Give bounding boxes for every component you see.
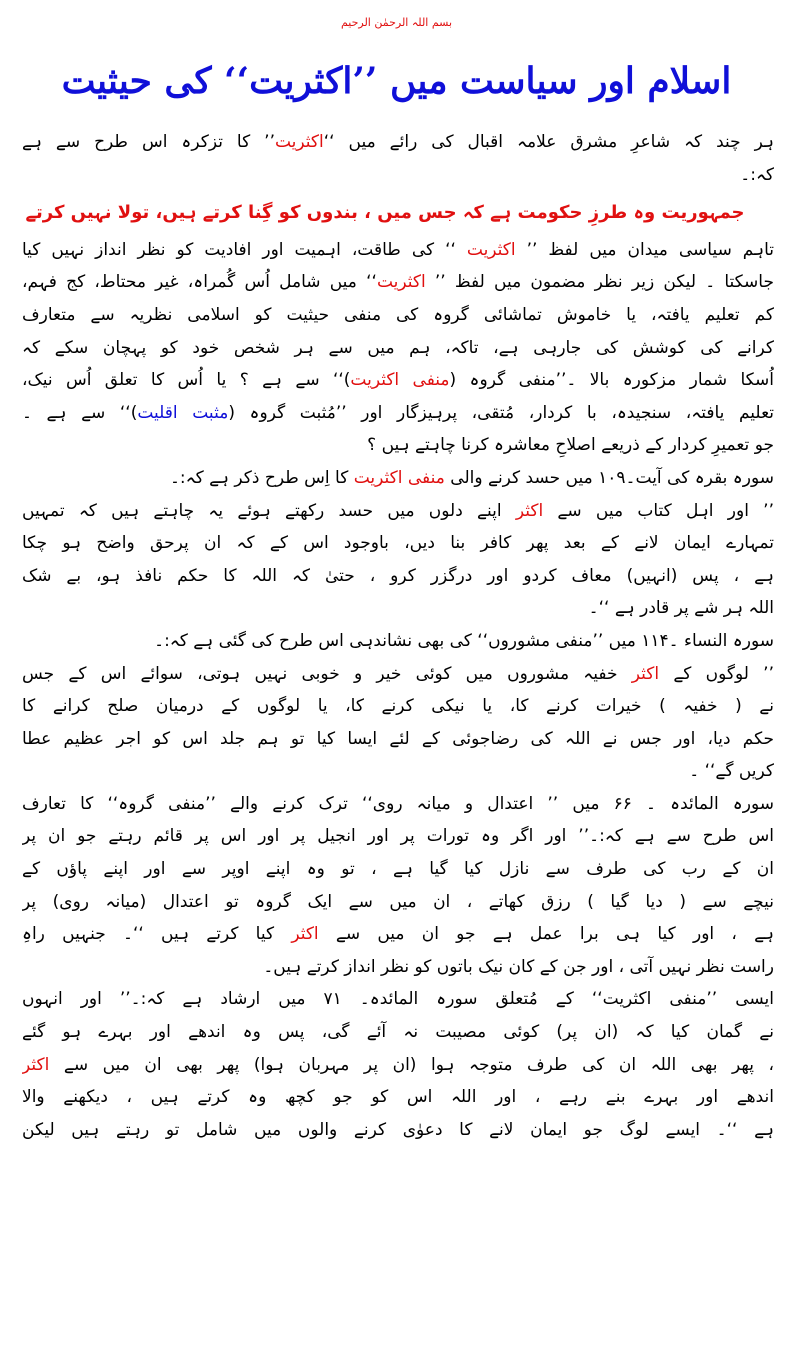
body-line: اُسکا شمار مزکورہ بالا ۔’’منفی گروہ (منفی اکثریت)‘‘ سے ہے ؟ یا اُس کا تعلق اُس نیک، xyxy=(22,370,774,391)
body-line: ہے ، اور کیا ہی برا عمل ہے جو ان میں سے اکثر کیا کرتے ہیں ‘‘۔ جنہیں راہِ xyxy=(22,924,774,945)
highlight-term: اکثر xyxy=(22,1054,50,1075)
body-line: نے ( خفیہ ) خیرات کرنے کا، یا نیکی کرنے کا، یا لوگوں کے درمیان صلح کرانے کا xyxy=(22,696,774,717)
body-line: اللہ ہر شے پر قادر ہے ‘‘۔ xyxy=(588,598,774,619)
body-line: اندھے اور بہرے بنے رہے ، اور اللہ اس کو جو کچھ وہ کرتے ہیں ، دیکھنے والا xyxy=(22,1087,774,1108)
body-line: کریں گے‘‘ ۔ xyxy=(689,761,774,782)
body-line: کرانے کی کوشش کی جارہی ہے، تاکہ، ہم میں سے ہر شخص خود کو پہچان سکے کہ xyxy=(22,337,774,358)
body-line: ’’ لوگوں کے اکثر خفیہ مشوروں میں کوئی خیر و خوبی نہیں ہوتی، سوائے اس کے جس xyxy=(22,663,774,684)
body-line: جو تعمیرِ کردار کے ذریعے اصلاحِ معاشرہ کرنا چاہتے ہیں ؟ xyxy=(367,435,774,456)
body-line: تاہم سیاسی میدان میں لفظ ’’ اکثریت ‘‘ کی طاقت، اہمیت اور افادیت کو نظر انداز نہیں کیا xyxy=(22,239,774,260)
body-line: سورہ النساء ۔۱۱۴ میں ’’منفی مشوروں‘‘ کی بھی نشاندہی اس طرح کی گئی ہے کہ:۔ xyxy=(154,630,774,651)
body-line: راست نظر نہیں آتی ، اور جن کے کان نیک باتوں کو نظر انداز کرتے ہیں۔ xyxy=(263,956,774,977)
iqbal-quote: جمہوریت وہ طرزِ حکومت ہے کہ جس میں ، بندوں کو گِنا کرتے ہیں، تولا نہیں کرتے xyxy=(25,202,745,224)
highlight-term: اکثر xyxy=(631,663,660,684)
highlight-term: اکثر xyxy=(515,500,544,521)
body-line: ان کے رب کی طرف سے نازل کیا گیا ہے ، تو وہ اپنے اوپر سے اور اپنے پاؤں کے xyxy=(22,859,774,880)
highlight-term: اکثر xyxy=(291,924,319,945)
body-line: سورہ بقرہ کی آیت۔۱۰۹ میں حسد کرنے والی منفی اکثریت کا اِس طرح ذکر ہے کہ:۔ xyxy=(169,467,774,488)
highlight-term: منفی اکثریت xyxy=(350,370,450,391)
highlight-term: اکثریت xyxy=(466,239,516,260)
body-line: حکم دیا، اور جس نے اللہ کی رضاجوئی کے لئے ایسا کیا تو ہم جلد اس کو اجر عظیم عطا xyxy=(22,728,774,749)
highlight-term: اکثریت xyxy=(274,132,324,152)
article-body xyxy=(22,126,774,1146)
bismillah-heading: بسم اللہ الرحمٰن الرحیم xyxy=(340,16,453,29)
body-line: تعلیم یافتہ، سنجیدہ، با کردار، مُتقی، پرہیزگار اور ’’مُثبت گروہ (مثبت اقلیت)‘‘ سے ہے ۔ xyxy=(22,402,774,423)
highlight-term: منفی اکثریت xyxy=(353,467,445,488)
body-line: ہے ‘‘۔ ایسے لوگ جو ایمان لانے کا دعوٰی کرنے والوں میں شامل تو رہتے ہیں لیکن xyxy=(22,1119,774,1140)
highlight-term-blue: مثبت اقلیت xyxy=(137,402,229,423)
body-line: ، پھر بھی اللہ ان کی طرف متوجہ ہوا (ان پر مہربان ہوا) پھر بھی ان میں سے اکثر xyxy=(22,1054,774,1075)
body-line: ’’ اور اہل کتاب میں سے اکثر اپنے دلوں میں حسد رکھتے ہوئے یہ چاہتے ہیں کہ تمہیں xyxy=(22,500,774,521)
page-title: اسلام اور سیاست میں ’’اکثریت‘‘ کی حیثیت xyxy=(61,60,732,102)
body-line: نے گمان کیا کہ (ان پر) کوئی مصیبت نہ آئے گی، پس وہ اندھے اور بہرے ہو گئے xyxy=(22,1022,774,1043)
body-line: جاسکتا ۔ لیکن زیر نظر مضمون میں لفظ ’’ اکثریت‘‘ میں شامل اُس گُمراہ، غیر محتاط، کج فہم، xyxy=(22,272,774,293)
body-line: کہ:۔ xyxy=(740,164,774,185)
body-line: ایسی ’’منفی اکثریت‘‘ کے مُتعلق سورہ المائدہ۔ ۷۱ میں ارشاد ہے کہ:۔’’ اور انہوں xyxy=(22,989,774,1010)
body-line: نیچے سے ( دیا گیا ) رزق کھاتے ، ان میں سے ایک گروہ تو اعتدال (میانہ روی) پر xyxy=(22,891,774,912)
body-line: ہے ، پس (انہیں) معاف کردو اور درگزر کرو ، حتیٰ کہ اللہ کا حکم نافذ ہو، بے شک xyxy=(22,565,774,586)
body-line: سورہ المائدہ ۔ ۶۶ میں ’’ اعتدال و میانہ روی‘‘ ترک کرنے والے ’’منفی گروہ‘‘ کا تعارف xyxy=(22,793,774,814)
highlight-term: اکثریت xyxy=(376,272,426,293)
body-line: تمہارے ایمان لانے کے بعد پھر کافر بنا دیں، باوجود اس کے کہ ان پرحق واضح ہو چکا xyxy=(22,533,774,554)
body-line: ہر چند کہ شاعرِ مشرق علامہ اقبال کی رائے میں ‘‘اکثریت’’ کا تزکرہ اس طرح سے ہے xyxy=(22,132,774,152)
body-line: اس طرح سے ہے کہ:۔’’ اور اگر وہ تورات پر اور انجیل پر اور اس پر قائم رہتے جو ان پر xyxy=(22,826,774,847)
body-line: کم تعلیم یافتہ، یا خاموش تماشائی گروہ کی منفی حیثیت کو اسلامی نظریہ سے متعارف xyxy=(22,304,774,325)
